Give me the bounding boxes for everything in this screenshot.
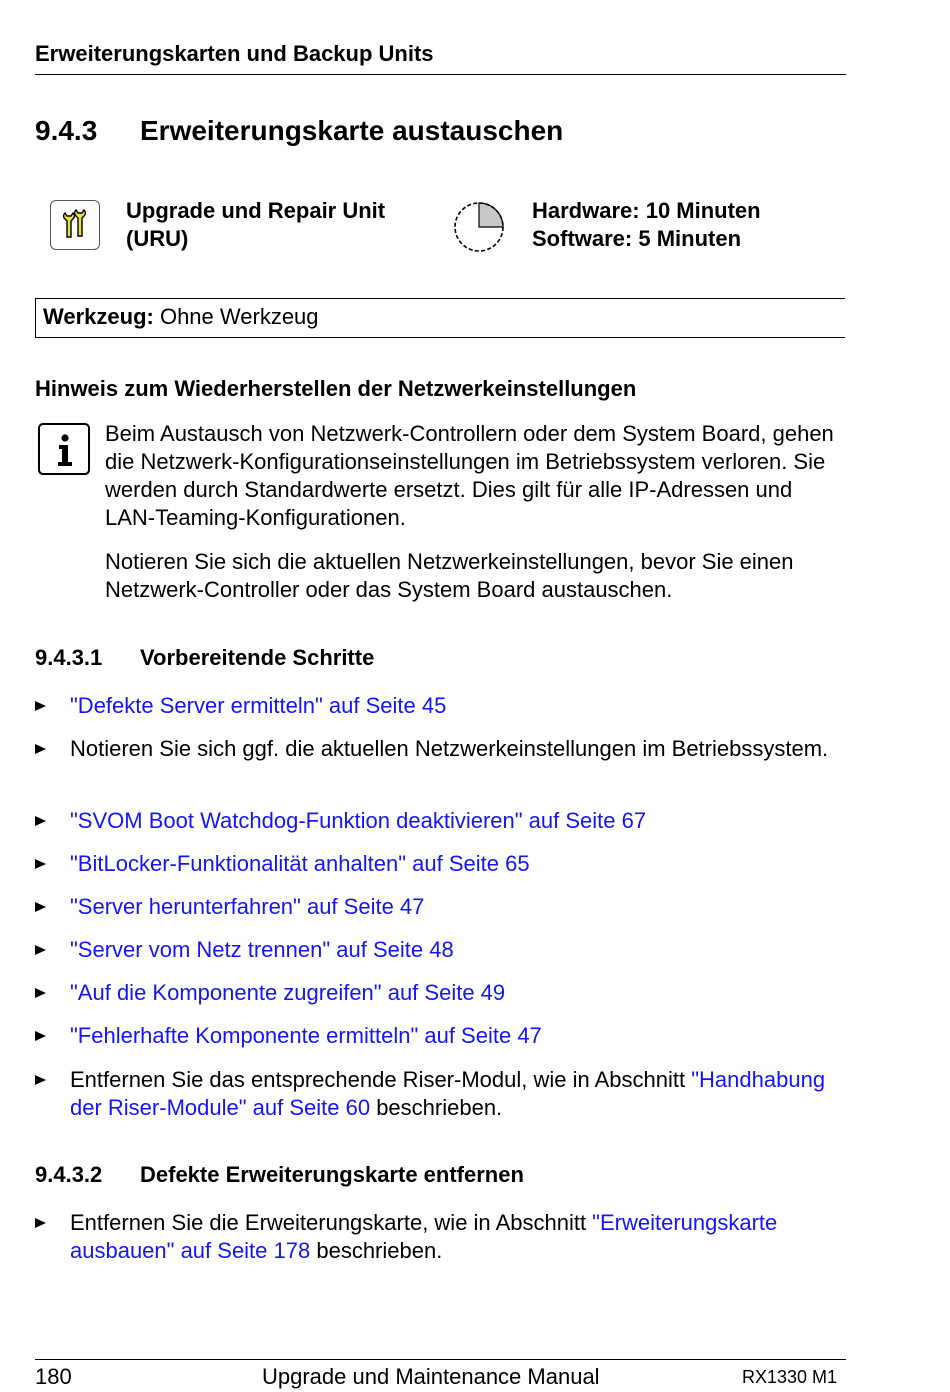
note-heading: Hinweis zum Wiederherstellen der Netzwerkeinstellungen (35, 376, 637, 401)
step-text: Entfernen Sie die Erweiterungskarte, wie in Abschnitt (70, 1210, 593, 1235)
note-paragraph-2: Notieren Sie sich die aktuellen Netzwerkeinstellungen, bevor Sie einen Netzwerk-Controller oder das System Board austauschen. (105, 549, 794, 602)
info-icon (38, 423, 90, 475)
unit-type: Upgrade und Repair Unit (URU) (126, 198, 386, 251)
model-name: RX1330 M1 (742, 1367, 838, 1387)
step-text-after: beschrieben. (310, 1238, 443, 1263)
wrench-icon (50, 200, 100, 250)
section-number: 9.4.3 (35, 115, 98, 146)
cross-reference-link[interactable]: "BitLocker-Funktionalität anhalten" auf Seite 65 (70, 851, 530, 876)
subsection-title: Defekte Erweiterungskarte entfernen (140, 1162, 524, 1187)
bullet-arrow-icon (35, 816, 46, 826)
section-title: Erweiterungskarte austauschen (140, 115, 564, 146)
bullet-arrow-icon (35, 945, 46, 955)
time-estimate: Hardware: 10 Minuten Software: 5 Minuten (532, 198, 761, 251)
cross-reference-link[interactable]: "Erweiterungskarte ausbauen" auf Seite 178 (70, 1210, 778, 1263)
header-rule (35, 74, 846, 75)
tool-label: Werkzeug: (43, 304, 154, 329)
cross-reference-link[interactable]: "Fehlerhafte Komponente ermitteln" auf Seite 47 (70, 1023, 542, 1048)
bullet-arrow-icon (35, 902, 46, 912)
manual-title: Upgrade und Maintenance Manual (262, 1364, 600, 1389)
running-header: Erweiterungskarten und Backup Units (35, 41, 434, 66)
footer-rule (35, 1359, 846, 1360)
step-text: Entfernen Sie das entsprechende Riser-Modul, wie in Abschnitt (70, 1067, 692, 1092)
bullet-arrow-icon (35, 1075, 46, 1085)
cross-reference-link[interactable]: "Handhabung der Riser-Module" auf Seite 60 (70, 1067, 826, 1120)
bullet-arrow-icon (35, 1218, 46, 1228)
bullet-arrow-icon (35, 744, 46, 754)
bullet-arrow-icon (35, 1031, 46, 1041)
tool-value: Ohne Werkzeug (153, 304, 319, 329)
cross-reference-link[interactable]: "Defekte Server ermitteln" auf Seite 45 (70, 693, 447, 718)
subsection-number: 9.4.3.2 (35, 1162, 103, 1187)
subsection-number: 9.4.3.1 (35, 645, 103, 670)
cross-reference-link[interactable]: "Server herunterfahren" auf Seite 47 (70, 894, 425, 919)
cross-reference-link[interactable]: "Auf die Komponente zugreifen" auf Seite 49 (70, 980, 506, 1005)
tool-box (35, 298, 845, 338)
cross-reference-link[interactable]: "Server vom Netz trennen" auf Seite 48 (70, 937, 454, 962)
clock-icon (452, 200, 506, 254)
subsection-title: Vorbereitende Schritte (140, 645, 375, 670)
step-text-after: beschrieben. (370, 1095, 503, 1120)
note-paragraph-1: Beim Austausch von Netzwerk-Controllern oder dem System Board, gehen die Netzwerk-Konfigurationseinstellungen im Betriebssystem verloren. Sie werden durch Standardwerte ersetzt. Dies gilt für alle IP-Adressen und LAN-Teaming-Konfigurationen. (105, 421, 834, 530)
bullet-arrow-icon (35, 859, 46, 869)
cross-reference-link[interactable]: "SVOM Boot Watchdog-Funktion deaktivieren" auf Seite 67 (70, 808, 647, 833)
bullet-arrow-icon (35, 701, 46, 711)
page-number: 180 (35, 1364, 72, 1389)
step-text: Notieren Sie sich ggf. die aktuellen Netzwerkeinstellungen im Betriebssystem. (70, 736, 829, 761)
bullet-arrow-icon (35, 988, 46, 998)
